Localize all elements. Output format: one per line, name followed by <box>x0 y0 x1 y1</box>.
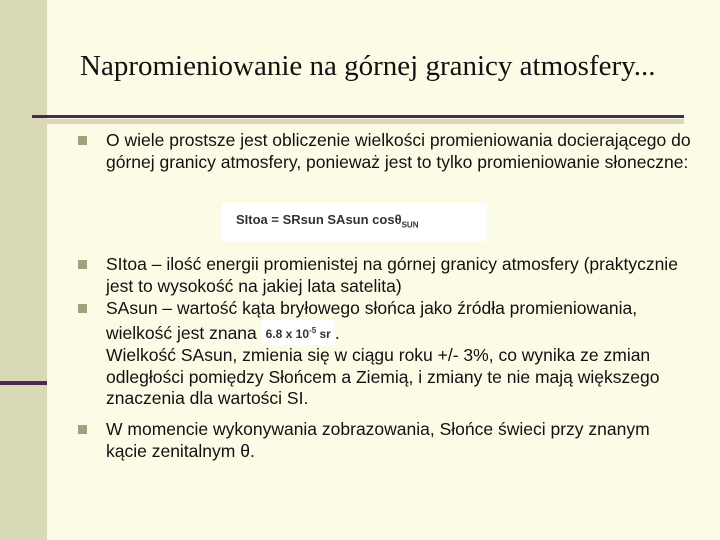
value-exponent: -5 <box>309 325 317 335</box>
bullet-text-before: SAsun – wartość kąta bryłowego słońca jako źródła promieniowania, wielkość jest znana <box>106 298 638 343</box>
slide-title: Napromieniowanie na górnej granicy atmosfery... <box>80 50 656 82</box>
square-bullet-icon <box>78 425 87 434</box>
value-mantissa: 6.8 x 10 <box>265 326 310 341</box>
bullet-item-4 <box>82 419 692 462</box>
bullet-text: O wiele prostsze jest obliczenie wielkości promieniowania docierającego do górnej granicy atmosfery, ponieważ jest to tylko promieniowanie słoneczne: <box>106 130 691 172</box>
bullet-item-2 <box>82 254 692 297</box>
left-accent-bar <box>0 381 47 385</box>
bullet-text: SItoa – ilość energii promienistej na górnej granicy atmosfery (praktycznie jest to wysokość na jakiej lata satelita) <box>106 254 678 296</box>
value-unit: sr <box>316 326 331 341</box>
bullet-text: W momencie wykonywania zobrazowania, Słońce świeci przy znanym kącie zenitalnym θ. <box>106 419 650 461</box>
title-divider-light <box>32 119 684 124</box>
solid-angle-value <box>262 320 335 346</box>
bullet-text-after: Wielkość SAsun, zmienia się w ciągu roku +/- 3%, co wynika ze zmian odległości pomiędzy Słońcem a Ziemią, i zmiany te nie mają większego znaczenia dla wartości SI. <box>106 345 660 408</box>
formula <box>236 212 418 230</box>
square-bullet-icon <box>78 304 87 313</box>
square-bullet-icon <box>78 136 87 145</box>
title-divider-dark <box>32 115 684 118</box>
square-bullet-icon <box>78 260 87 269</box>
bullet-item-3 <box>82 298 692 410</box>
bullet-text: SAsun – wartość kąta bryłowego słońca jako źródła promieniowania, wielkość jest znana 6.8 x $10^{-5}$ sr . Wielkość SAsun, zmienia się w ciągu roku +/- 3%, co wynika ze zmian odległości pomiędzy Słońcem a Ziemią, i zmiany te nie mają większego znaczenia dla wartości SI. <box>106 298 660 408</box>
formula-box <box>222 203 487 241</box>
formula-subscript: SUN <box>401 220 419 230</box>
formula-text: SItoa = SRsun SAsun cosθ <box>236 212 402 227</box>
bullet-item-1 <box>82 130 692 173</box>
left-decorative-band <box>0 0 47 540</box>
